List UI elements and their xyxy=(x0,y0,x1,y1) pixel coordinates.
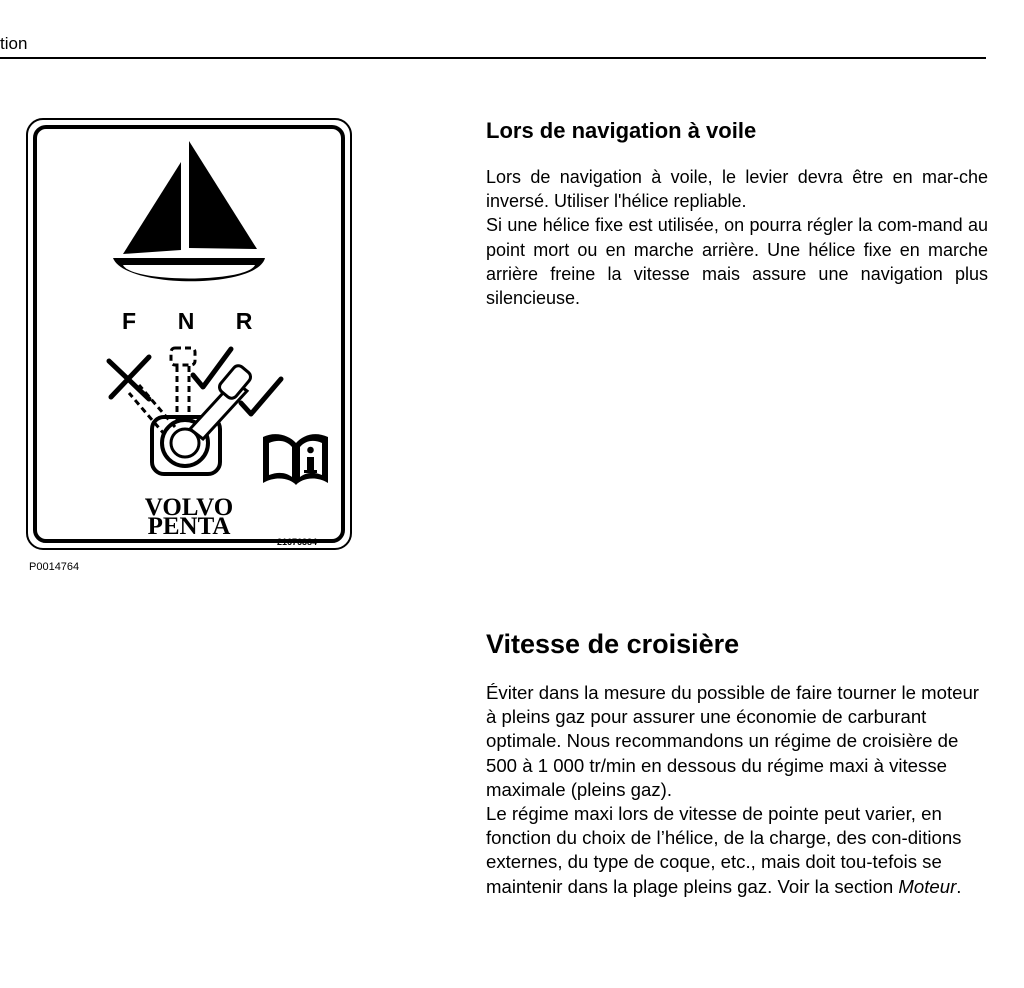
section-cruising-speed xyxy=(486,627,988,899)
sailing-label-figure xyxy=(25,117,355,553)
section-reference: Moteur xyxy=(898,875,957,897)
paragraph-end: . xyxy=(956,875,962,897)
gear-letter-reverse: R xyxy=(235,308,253,334)
section-paragraph: Si une hélice fixe est utilisée, on pourra régler la com-mand au point mort ou en marche arrière. Une hélice fixe en marche arrière freine la vitesse mais assure une navigation plus silencieuse. xyxy=(486,215,988,309)
running-header: tion xyxy=(0,34,28,53)
brand-line-2: PENTA xyxy=(147,513,231,540)
section-paragraph xyxy=(486,802,988,899)
paragraph-text: Le régime maxi lors de vitesse de pointe peut varier, en fonction du choix de l’hélice, de la charge, des con-ditions externes, du type de coque, etc., mais doit tou-tefois se maintenir dans la plage pleins gaz. Voir la section xyxy=(486,803,962,897)
part-number: 21676384 xyxy=(276,537,317,547)
brand-line-1: VOLVO xyxy=(144,494,234,521)
section-paragraph: Éviter dans la mesure du possible de faire tourner le moteur à pleins gaz pour assurer une économie de carburant optimale. Nous recommandons un régime de croisière de 500 à 1 000 tr/min en dessous du régime maxi à vitesse maximale (pleins gaz). xyxy=(486,682,979,800)
figure-caption: P0014764 xyxy=(29,561,80,573)
sailboat-icon xyxy=(113,141,265,281)
lever-icon xyxy=(129,348,253,474)
section-paragraph: Lors de navigation à voile, le levier devra être en mar-che inversé. Utiliser l'hélice repliable. xyxy=(486,167,988,212)
cross-mark-icon xyxy=(109,357,149,399)
gear-letter-forward: F xyxy=(121,308,137,334)
section-sailing xyxy=(486,117,988,310)
manual-book-icon xyxy=(263,434,328,485)
section-title: Lors de navigation à voile xyxy=(486,118,757,143)
section-title: Vitesse de croisière xyxy=(486,629,740,659)
header-rule xyxy=(0,57,986,59)
gear-letter-neutral: N xyxy=(177,308,195,334)
